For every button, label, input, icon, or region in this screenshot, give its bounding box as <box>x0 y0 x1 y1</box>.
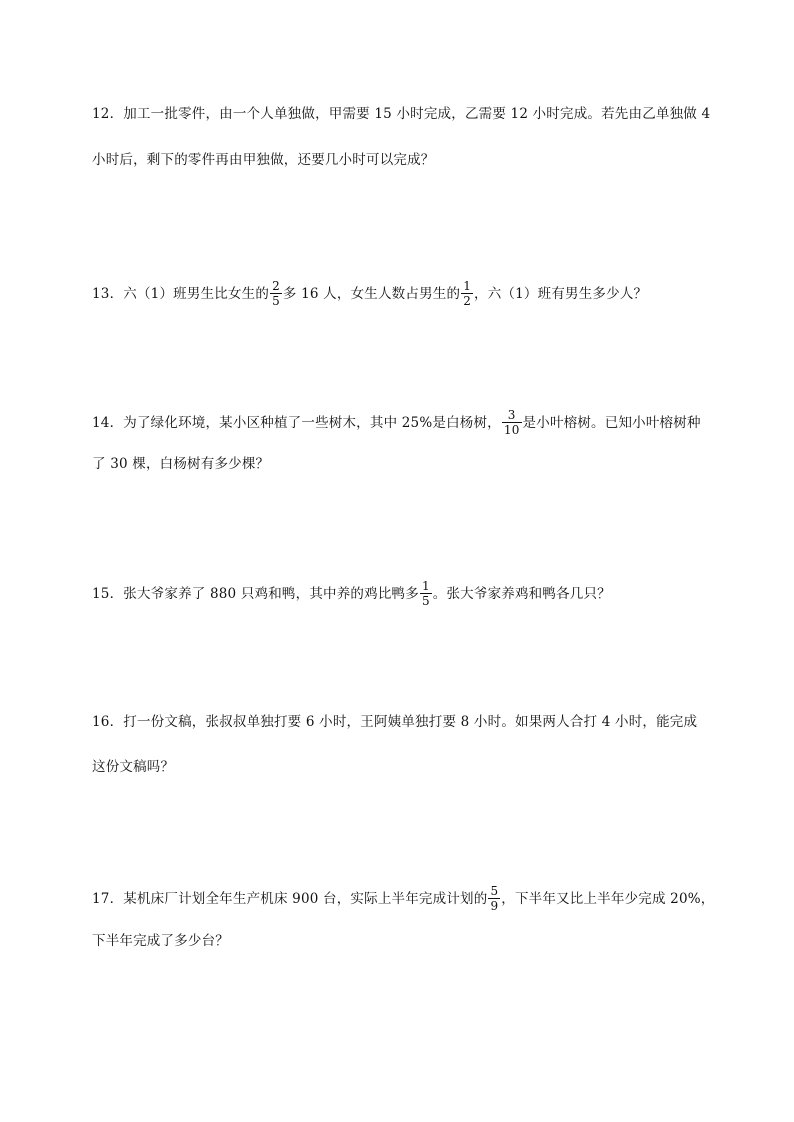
problem-15-line-1 <box>92 581 754 608</box>
fraction-numerator: 1 <box>463 279 472 293</box>
fraction-5-9 <box>488 885 500 912</box>
problem-13-text-1: 13．六（1）班男生比女生的 <box>92 286 270 302</box>
fraction-numerator: 2 <box>272 279 280 293</box>
problem-17-text-2: ，下半年又比上半年少完成 20%， <box>501 891 715 907</box>
fraction-2-5 <box>270 280 282 307</box>
fraction-numerator: 5 <box>490 884 499 898</box>
fraction-denominator: 10 <box>503 423 520 437</box>
fraction-numerator: 3 <box>502 409 522 423</box>
problem-13-line-1 <box>92 281 754 308</box>
problem-17-text-1: 17．某机床厂计划全年生产机床 900 台，实际上半年完成计划的 <box>92 891 488 907</box>
problem-15-text-1: 15．张大爷家养了 880 只鸡和鸭，其中养的鸡比鸭多 <box>92 586 419 602</box>
problem-13-text-3: ，六（1）班有男生多少人？ <box>474 286 648 302</box>
problem-12-line-2: 小时后，剩下的零件再由甲独做，还要几小时可以完成？ <box>92 152 435 168</box>
fraction-denominator: 5 <box>272 294 280 308</box>
problem-13-text-2: 多 16 人，女生人数占男生的 <box>282 286 461 302</box>
problem-17-line-1 <box>92 886 754 913</box>
fraction-denominator: 2 <box>463 294 472 308</box>
problem-14-text-2: 是小叶榕树。已知小叶榕树种 <box>522 415 701 431</box>
problem-14-line-2: 了 30 棵，白杨树有多少棵？ <box>92 456 270 472</box>
problem-14-line-1 <box>92 410 754 437</box>
fraction-denominator: 5 <box>421 594 430 608</box>
fraction-1-2 <box>461 280 473 307</box>
problem-12-line-1: 12．加工一批零件，由一个人单独做，甲需要 15 小时完成，乙需要 12 小时完成。若先由乙单独做 4 <box>92 106 711 122</box>
fraction-1-5 <box>420 580 432 607</box>
fraction-3-10 <box>502 409 522 436</box>
problem-17-line-2: 下半年完成了多少台？ <box>92 933 229 949</box>
problem-16-line-1: 16．打一份文稿，张叔叔单独打要 6 小时，王阿姨单独打要 8 小时。如果两人合打 4 小时，能完成 <box>92 714 698 730</box>
problem-14-text-1: 14．为了绿化环境，某小区种植了一些树木，其中 25%是白杨树， <box>92 415 501 431</box>
fraction-numerator: 1 <box>421 579 430 593</box>
fraction-denominator: 9 <box>490 899 499 913</box>
problem-15-text-2: 。张大爷家养鸡和鸭各几只？ <box>432 586 611 602</box>
problem-16-line-2: 这份文稿吗？ <box>92 759 175 775</box>
